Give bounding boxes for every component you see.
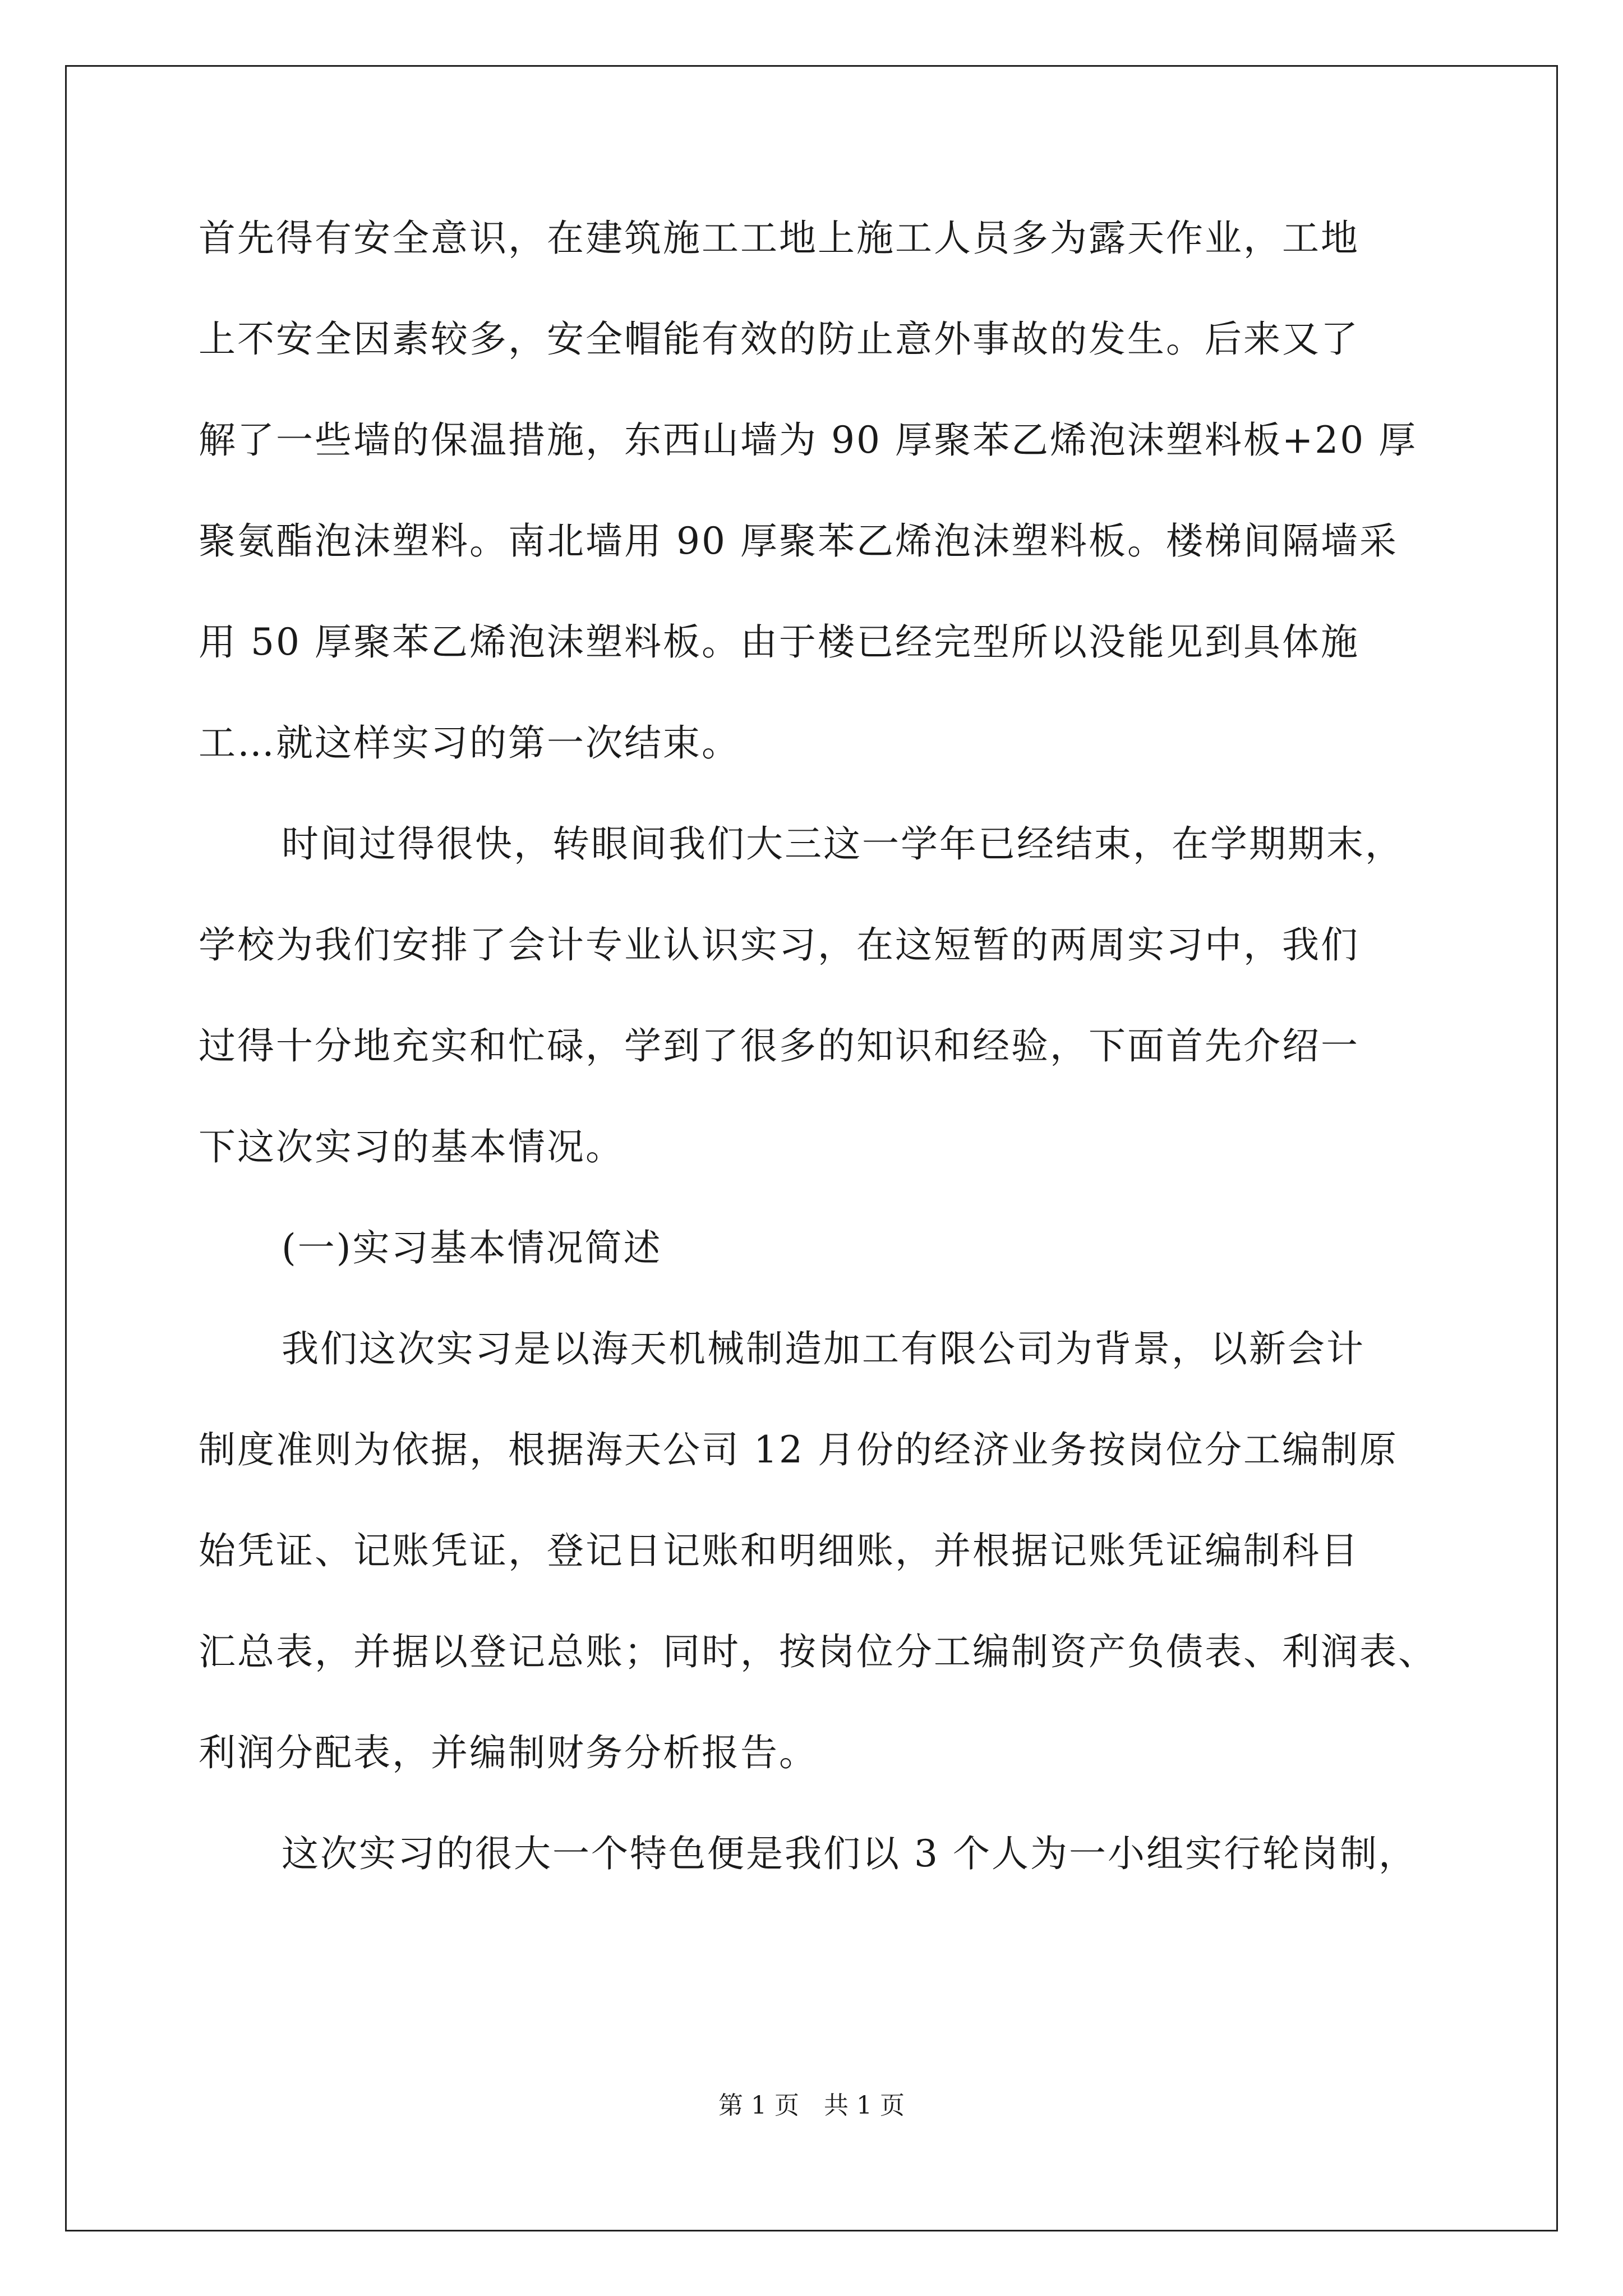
- text-line: 用 50 厚聚苯乙烯泡沫塑料板。由于楼已经完型所以没能见到具体施: [199, 620, 1359, 664]
- text-line: 学校为我们安排了会计专业认识实习，在这短暂的两周实习中，我们: [199, 923, 1359, 967]
- text-line: 解了一些墙的保温措施，东西山墙为 90 厚聚苯乙烯泡沫塑料板+20 厚: [199, 418, 1418, 462]
- paragraph-first-line: 我们这次实习是以海天机械制造加工有限公司为背景，以新会计: [282, 1327, 1365, 1370]
- text-line: 始凭证、记账凭证，登记日记账和明细账，并根据记账凭证编制科目: [199, 1529, 1359, 1572]
- text-line: 聚氨酯泡沫塑料。南北墙用 90 厚聚苯乙烯泡沫塑料板。楼梯间隔墙采: [199, 519, 1398, 563]
- paragraph-first-line: 这次实习的很大一个特色便是我们以 3 个人为一小组实行轮岗制，: [282, 1832, 1417, 1875]
- text-line: 过得十分地充实和忙碌，学到了很多的知识和经验，下面首先介绍一: [199, 1024, 1359, 1068]
- page-footer: 第 1 页 共 1 页: [718, 2091, 905, 2120]
- section-heading: (一)实习基本情况简述: [282, 1226, 662, 1269]
- text-line: 首先得有安全意识，在建筑施工工地上施工人员多为露天作业，工地: [199, 217, 1359, 260]
- text-line: 汇总表，并据以登记总账；同时，按岗位分工编制资产负债表、利润表、: [199, 1630, 1437, 1673]
- text-line: 制度准则为依据，根据海天公司 12 月份的经济业务按岗位分工编制原: [199, 1428, 1398, 1471]
- text-line: 上不安全因素较多，安全帽能有效的防止意外事故的发生。后来又了: [199, 318, 1359, 361]
- text-line: 工…就这样实习的第一次结束。: [199, 721, 740, 765]
- text-line: 利润分配表，并编制财务分析报告。: [199, 1731, 818, 1774]
- paragraph-first-line: 时间过得很快，转眼间我们大三这一学年已经结束，在学期期末，: [282, 822, 1404, 866]
- text-line: 下这次实习的基本情况。: [199, 1125, 624, 1168]
